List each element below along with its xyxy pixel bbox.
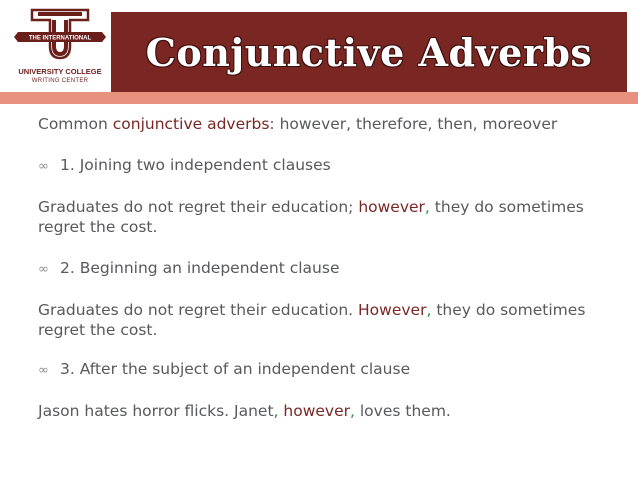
accent-divider xyxy=(0,92,638,104)
logo-subtitle: WRITING CENTER xyxy=(31,78,89,84)
intro-suffix: : however, therefore, then, moreover xyxy=(269,115,558,133)
example-2 xyxy=(38,300,608,340)
bullet-text-1: 1. Joining two independent clauses xyxy=(60,156,331,174)
example-1-punct: , xyxy=(424,198,430,216)
university-college-logo xyxy=(14,6,106,92)
logo-name: UNIVERSITY COLLEGE xyxy=(18,67,102,76)
example-1 xyxy=(38,197,608,237)
example-2-punct: , xyxy=(426,301,432,319)
bullet-icon: ∞ xyxy=(38,262,49,277)
example-3-before: Jason hates horror flicks. Janet xyxy=(38,402,274,420)
example-3-punct-before: , xyxy=(273,402,284,420)
example-1-before: Graduates do not regret their education; xyxy=(38,198,359,216)
tiu-logo-emblem-icon xyxy=(14,6,106,68)
bullet-text-2: 2. Beginning an independent clause xyxy=(60,259,340,277)
bullet-text-3: 3. After the subject of an independent clause xyxy=(60,360,411,378)
example-3 xyxy=(38,401,451,421)
bullet-item-2 xyxy=(38,258,340,280)
example-3-adverb: however xyxy=(283,402,351,420)
example-2-adverb: However xyxy=(358,301,427,319)
intro-term: conjunctive adverbs xyxy=(112,115,270,133)
intro-prefix: Common xyxy=(38,115,113,133)
bullet-item-3 xyxy=(38,359,410,381)
example-3-after: loves them. xyxy=(354,402,451,420)
logo-badge-text: THE INTERNATIONAL xyxy=(28,35,92,42)
intro-line xyxy=(38,114,557,134)
example-1-adverb: however xyxy=(358,198,425,216)
bullet-item-1 xyxy=(38,155,331,177)
example-3-punct: , xyxy=(350,402,355,420)
bullet-icon: ∞ xyxy=(38,159,49,174)
bullet-icon: ∞ xyxy=(38,363,49,378)
title-banner xyxy=(111,12,627,92)
slide-title: Conjunctive Adverbs xyxy=(145,29,593,75)
example-1-after: they do sometimes regret the cost. xyxy=(38,198,584,236)
example-2-after: they do sometimes regret the cost. xyxy=(38,301,586,339)
example-2-before: Graduates do not regret their education. xyxy=(38,301,359,319)
